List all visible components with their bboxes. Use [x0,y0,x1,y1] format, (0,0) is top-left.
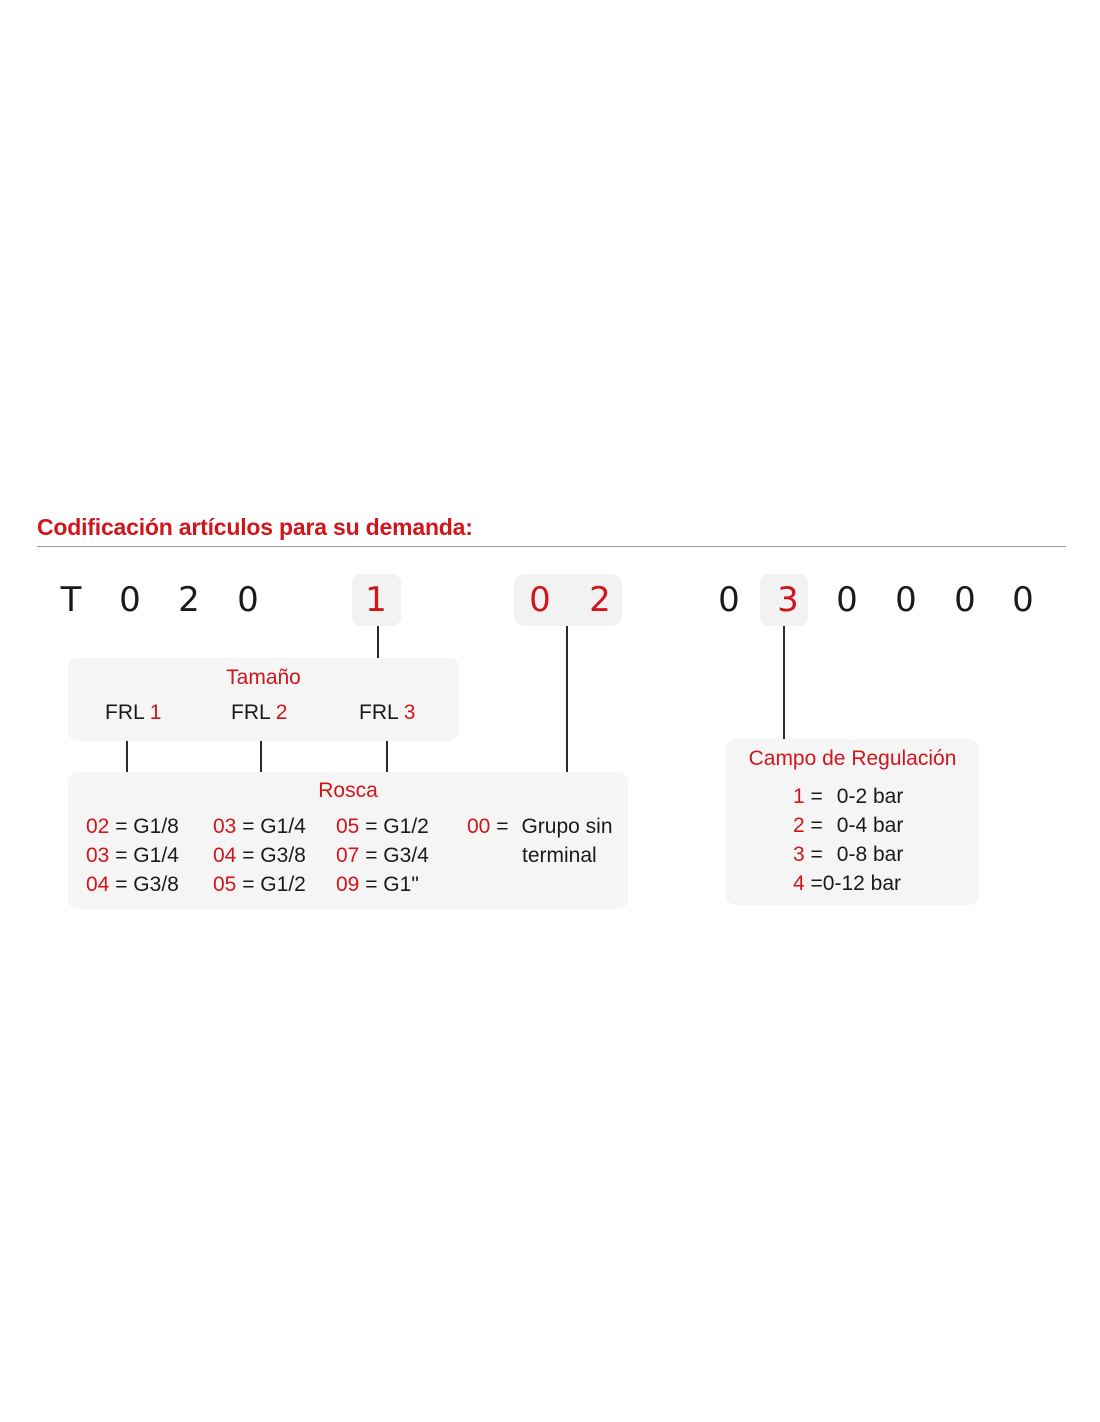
campo-number: 2 [793,814,805,837]
code-digit-size: 1 [365,580,387,620]
rosca-row [213,872,306,898]
campo-number: 1 [793,785,805,808]
rosca-code: 09 [336,873,360,896]
rosca-special-line1: Grupo sin [521,815,613,838]
rosca-value: = G1/2 [242,873,306,896]
campo-row [793,842,903,868]
rosca-eq: = [496,815,509,838]
connector-thread [566,626,568,772]
rosca-panel [68,772,628,909]
connector-frl1 [126,741,128,772]
campo-title: Campo de Regulación [748,747,957,770]
connector-range [783,626,785,739]
campo-eq: = [810,843,823,866]
rosca-special-row [467,814,613,840]
campo-eq: = [810,785,823,808]
connector-frl3 [386,741,388,772]
frl-number: 2 [275,701,288,724]
rosca-code: 02 [86,815,110,838]
campo-number: 4 [793,872,805,895]
code-digit-10: 0 [836,580,858,620]
rosca-value: = G3/4 [365,844,429,867]
code-digit-range: 3 [777,580,799,620]
code-digit-8: 0 [718,580,740,620]
rosca-special [467,814,613,869]
campo-list [793,784,903,897]
frl-number: 3 [403,701,416,724]
rosca-column-1 [86,814,179,898]
title-divider [37,546,1066,547]
page-title: Codificación artículos para su demanda: [37,514,473,540]
campo-value: 0-2 bar [836,785,904,808]
code-digit-4: 0 [237,580,259,620]
code-digit-thread-2: 2 [589,580,611,620]
frl-option-3 [359,700,415,726]
campo-panel [726,739,979,905]
code-digit-thread-1: 0 [529,580,551,620]
frl-number: 1 [149,701,162,724]
rosca-column-2 [213,814,306,898]
frl-label: FRL [231,701,270,724]
rosca-value: = G1" [365,873,419,896]
rosca-row [213,843,306,869]
rosca-value: = G1/8 [115,815,179,838]
rosca-row [86,843,179,869]
rosca-code: 05 [213,873,237,896]
campo-row [793,784,903,810]
rosca-code: 05 [336,815,360,838]
code-digit-11: 0 [895,580,917,620]
code-digit-12: 0 [954,580,976,620]
rosca-code: 07 [336,844,360,867]
rosca-row [213,814,306,840]
campo-value: 0-8 bar [836,843,904,866]
rosca-title: Rosca [318,779,378,802]
frl-label: FRL [359,701,398,724]
rosca-code: 04 [213,844,237,867]
rosca-code: 00 [467,815,491,838]
rosca-row [336,843,429,869]
code-digit-2: 0 [119,580,141,620]
code-digit-1: T [60,580,82,620]
code-digit-3: 2 [178,580,200,620]
rosca-value: = G1/4 [242,815,306,838]
rosca-column-3 [336,814,429,898]
campo-value: 0-12 bar [822,872,902,895]
connector-frl2 [260,741,262,772]
tamano-panel [68,658,459,741]
frl-option-2 [231,700,287,726]
campo-row [793,871,903,897]
campo-row [793,813,903,839]
tamano-title: Tamaño [226,666,301,689]
campo-eq: = [810,872,823,895]
frl-label: FRL [105,701,144,724]
rosca-value: = G1/4 [115,844,179,867]
rosca-code: 03 [86,844,110,867]
rosca-value: = G3/8 [115,873,179,896]
campo-value: 0-4 bar [836,814,904,837]
rosca-value: = G3/8 [242,844,306,867]
frl-option-1 [105,700,161,726]
connector-size [377,626,379,658]
code-digit-13: 0 [1012,580,1034,620]
rosca-row [336,872,429,898]
rosca-code: 04 [86,873,110,896]
rosca-code: 03 [213,815,237,838]
rosca-special-line2: terminal [522,844,597,867]
campo-eq: = [810,814,823,837]
campo-number: 3 [793,843,805,866]
rosca-value: = G1/2 [365,815,429,838]
rosca-row [86,814,179,840]
rosca-row [86,872,179,898]
rosca-row [336,814,429,840]
